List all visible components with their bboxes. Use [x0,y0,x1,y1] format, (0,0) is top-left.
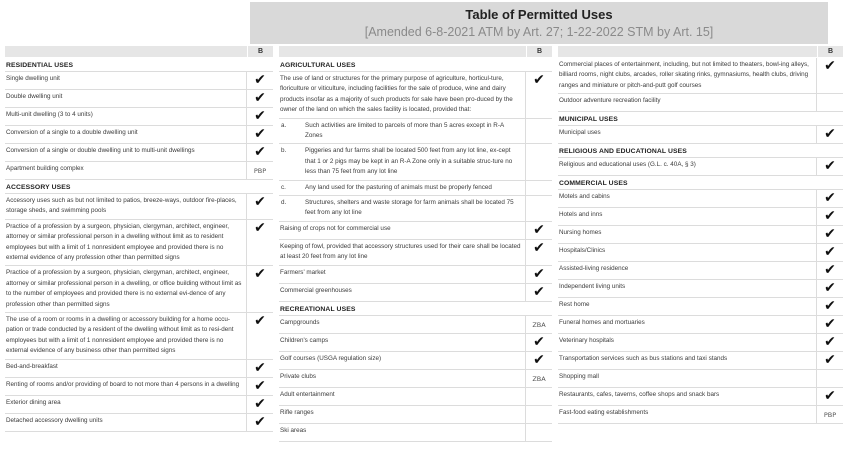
permit-code [817,370,843,371]
row-label: Ski areas [279,424,526,441]
table-row [5,126,273,144]
row-label: Funeral homes and mortuaries [558,316,817,333]
row-label: Conversion of a single to a double dwelling unit [5,126,247,143]
check-mark: ✔ [254,266,266,283]
sub-letter: d. [281,199,287,207]
check-mark: ✔ [824,352,836,369]
row-label: Private clubs [279,370,526,387]
table-row [5,220,273,267]
sub-text: Piggeries and fur farms shall be located 500 feet from any lot line, ex-cept that 1 or 2 pigs may be kept in an R-A Zone only in a suitable struc-ture no less than 75 feet from any lot line [305,144,526,179]
row-label: Rifle ranges [279,406,526,423]
row-label: Practice of a profession by a surgeon, physician, clergyman, architect, engineer, attorney or similar professional person in a dwelling without limit as to resident employees but with a limit of 1 nonresident employee and provided there is no external evidence of any profession other than permitted signs [5,220,247,266]
row-label: Commercial places of entertainment, including, but not limited to theaters, bowl-ing alleys, billiard rooms, night clubs, arcades, roller skating rinks, gymnasiums, health clubs, driving ranges and miniature or pitch-and-putt golf courses [558,58,817,93]
empty-cell [526,119,552,144]
column-header [279,46,552,58]
table-header [250,2,828,44]
permit-code: ZBA [532,320,546,329]
table-row [558,280,843,298]
table-row [558,370,843,388]
row-label: Children's camps [279,334,526,351]
check-mark: ✔ [824,388,836,405]
col3-top [558,58,843,112]
permit-code: ZBA [532,374,546,383]
table-row [558,388,843,406]
check-mark: ✔ [824,280,836,297]
section-title: RESIDENTIAL USES [5,58,273,72]
check-mark: ✔ [824,58,836,74]
check-mark: ✔ [533,265,545,282]
sub-letter: a. [281,121,287,129]
table-row [279,284,552,302]
table-row [279,240,552,266]
permit-code: PBP [823,411,837,420]
amendment-note: [Amended 6-8-2021 ATM by Art. 27; 1-22-2022 STM by Art. 15] [364,25,714,39]
column-1 [5,46,273,475]
row-label: Fast-food eating establishments [558,406,817,423]
table-row [558,126,843,144]
zone-b-header: B [526,46,552,57]
check-mark: ✔ [533,333,545,350]
row-label: Restaurants, cafes, taverns, coffee shops and snack bars [558,388,817,405]
row-label: Rest home [558,298,817,315]
permit-code: PBP [253,167,267,175]
permit-code [526,406,552,407]
table-row [5,414,273,432]
row-label: Exterior dining area [5,396,247,413]
section-title: RECREATIONAL USES [279,302,552,316]
row-label: Outdoor adventure recreation facility [558,94,817,111]
row-label: Golf courses (USGA regulation size) [279,352,526,369]
row-label: Transportation services such as bus stations and taxi stands [558,352,817,369]
column-header [558,46,843,58]
table-row [558,190,843,208]
agri-subs [279,119,552,222]
empty-cell [526,144,552,179]
table-row [5,266,273,313]
row-label: Municipal uses [558,126,817,143]
check-mark: ✔ [254,395,266,412]
table-row [558,158,843,176]
zone-b-header: B [817,46,843,57]
table-row [5,162,273,180]
sub-text: Any land used for the pasturing of animals must be properly fenced [305,181,526,195]
table-row [279,316,552,334]
col1-body [5,58,273,432]
row-label: Motels and cabins [558,190,817,207]
table-row [558,316,843,334]
row-label: Accessory uses such as but not limited to patios, breeze-ways, outdoor fire-places, storage sheds, and swimming pools [5,194,247,219]
check-mark: ✔ [824,126,836,143]
check-mark: ✔ [254,219,266,236]
check-mark: ✔ [824,190,836,207]
row-label: Religious and educational uses (G.L. c. 40A, § 3) [558,158,817,175]
row-label: Practice of a profession by a surgeon, physician, clergyman, architect, engineer, attorney or similar professional person in a dwelling, or office building without limit as to the number of employees and provided there is no external evi-dence of any profession other than permitted signs [5,266,247,312]
empty-cell [526,181,552,195]
row-label: Raising of crops not for commercial use [279,222,526,239]
empty-cell [526,196,552,221]
table-row [558,58,843,94]
sub-letter: b. [281,147,287,155]
check-mark: ✔ [824,208,836,225]
table-row [279,222,552,240]
row-label: Veterinary hospitals [558,334,817,351]
check-mark: ✔ [824,158,836,175]
sub-condition [279,196,552,222]
row-label: Multi-unit dwelling (3 to 4 units) [5,108,247,125]
section-title: AGRICULTURAL USES [279,58,552,72]
row-label: Single dwelling unit [5,72,247,89]
row-label: Detached accessory dwelling units [5,414,247,431]
row-label: Hospitals/Clinics [558,244,817,261]
row-label: Independent living units [558,280,817,297]
row-label: Campgrounds [279,316,526,333]
table-row [558,298,843,316]
sub-text: Structures, shelters and waste storage for farm animals shall be located 75 feet from any lot line [305,196,526,221]
table-row [558,334,843,352]
table-row [279,334,552,352]
table-row [279,370,552,388]
check-mark: ✔ [254,359,266,376]
sub-text: Such activities are limited to parcels of more than 5 acres except in R-A Zones [305,119,526,144]
column-2 [279,46,552,475]
table-row [279,388,552,406]
row-label: Assisted-living residence [558,262,817,279]
section-title: COMMERCIAL USES [558,176,843,190]
row-label: Nursing homes [558,226,817,243]
row-label: Bed-and-breakfast [5,360,247,377]
check-mark: ✔ [254,194,266,210]
check-mark: ✔ [824,244,836,261]
check-mark: ✔ [533,221,545,238]
table-row [5,360,273,378]
table-row [5,313,273,360]
row-label: Farmers' market [279,266,526,283]
table-row [5,108,273,126]
table-row [5,90,273,108]
table-row [558,352,843,370]
sub-condition [279,119,552,145]
section-title: MUNICIPAL USES [558,112,843,126]
zone-b-header: B [247,46,273,57]
check-mark: ✔ [254,413,266,430]
table-row [279,424,552,442]
table-row [558,244,843,262]
check-mark: ✔ [254,313,266,330]
check-mark: ✔ [254,126,266,142]
table-row [279,352,552,370]
rec-rows [279,316,552,442]
table-row [558,94,843,112]
row-label: Double dwelling unit [5,90,247,107]
row-label: Conversion of a single or double dwelling unit to multi-unit dwellings [5,144,247,161]
table-row [558,208,843,226]
sub-condition [279,144,552,180]
column-3 [558,46,843,475]
check-mark: ✔ [254,377,266,394]
row-label: Keeping of fowl, provided that accessory structures used for their care shall be located at least 20 feet from any lot line [279,240,526,265]
table-row [558,262,843,280]
table-row [279,266,552,284]
row-label: Renting of rooms and/or providing of board to not more than 4 persons in a dwelling [5,378,247,395]
page-title: Table of Permitted Uses [465,7,613,22]
check-mark: ✔ [824,316,836,333]
table-row [5,144,273,162]
permit-code [526,388,552,389]
row-label: The use of a room or rooms in a dwelling or accessory building for a home occu-pation or trade conducted by a resident of the dwelling without limit as to resi-dent employees but with a limit of 1 nonresident employee and provided there is no external evidence of any business other than permitted signs [5,313,247,359]
table-row [279,72,552,119]
permit-code [526,424,552,425]
agri-rows [279,222,552,302]
row-label: Adult entertainment [279,388,526,405]
table-row [279,406,552,424]
table-row [5,194,273,220]
check-mark: ✔ [254,72,266,88]
check-mark: ✔ [533,72,545,88]
sub-letter: c. [281,183,286,191]
table-row [5,396,273,414]
check-mark: ✔ [254,144,266,160]
permit-code [817,94,843,95]
check-mark: ✔ [824,226,836,243]
check-mark: ✔ [824,334,836,351]
sub-condition [279,181,552,196]
row-label: Shopping mall [558,370,817,387]
table-row [558,226,843,244]
section-title: RELIGIOUS AND EDUCATIONAL USES [558,144,843,158]
table-row [558,406,843,424]
check-mark: ✔ [824,262,836,279]
row-label: Apartment building complex [5,162,247,179]
column-header [5,46,273,58]
table-row [5,378,273,396]
row-label: Hotels and inns [558,208,817,225]
row-label: Commercial greenhouses [279,284,526,301]
check-mark: ✔ [533,351,545,368]
check-mark: ✔ [533,239,545,256]
check-mark: ✔ [824,298,836,315]
section-title: ACCESSORY USES [5,180,273,194]
table-row [5,72,273,90]
col3-body [558,112,843,424]
check-mark: ✔ [254,90,266,106]
check-mark: ✔ [254,108,266,124]
check-mark: ✔ [533,283,545,300]
row-label: The use of land or structures for the primary purpose of agriculture, horticul-ture, floriculture or viticulture, including facilities for the sale of produce, wine and dairy products insofar as a majority of such products for sale have been pro-duced by the owner of the land on which the sales facility is located, provided that: [279,72,526,118]
